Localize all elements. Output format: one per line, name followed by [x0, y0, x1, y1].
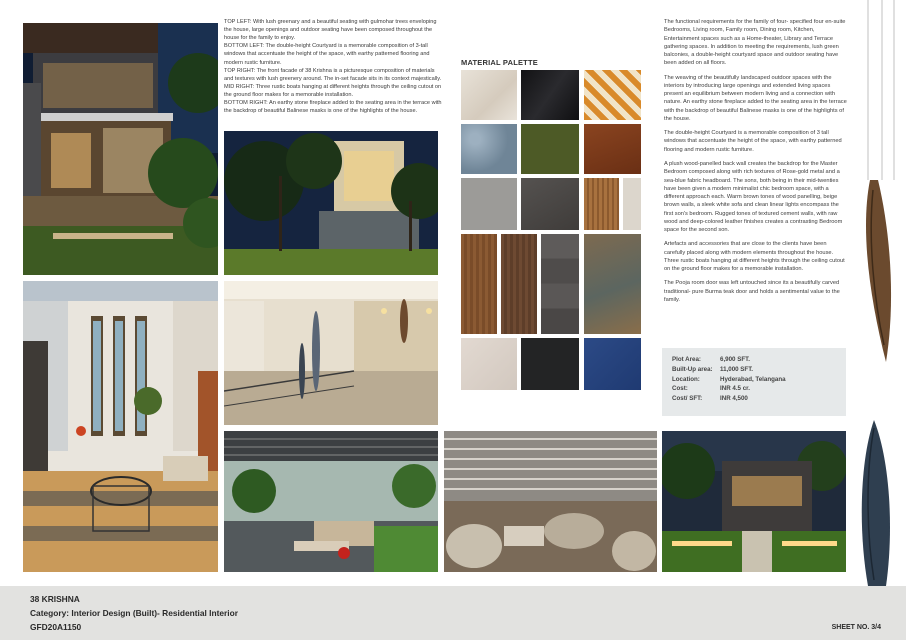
photo-courtyard: [23, 281, 218, 572]
description-paragraph: The Pooja room door was left untouched since its a beautifully carved traditional- pure Burma teak door and holds a sentimental value to the family.: [664, 280, 840, 303]
caption-top-left: TOP LEFT: With lush greenary and a beautiful seating with gulmohar trees enveloping the house, large openings and outdoor seating have been composed throughout the house for the family to enjoy.: [224, 19, 437, 42]
data-label: Plot Area:: [672, 356, 701, 363]
data-value: 11,000 SFT.: [720, 365, 754, 373]
photo-outdoor-seating: [444, 431, 657, 572]
swatch-leather: [584, 124, 641, 174]
swatch-tufted-fabric: [461, 124, 517, 174]
photo-terrace-fireplace: [662, 431, 846, 572]
description-paragraph: A plush wood-panelled back wall creates the backdrop for the Master Bedroom composed along with rich textures of Rose-gold metal and a sea-blue fabric headboard. The sons, both being in their mid-twenties have been given a modern minimalist chic bedroom space, with a different approach each. Warm brown tones of wood panelling, beige brown walls, a sleek white sofa and clean linear lights encompass the first son's bedroom. Rugged tones of textured cement walls, with raw wood and deep-colored leather finishes creates a contrasting Bedroom space for the second son.: [664, 160, 843, 234]
project-data-table: [662, 348, 846, 416]
data-row-location: [672, 376, 836, 386]
photo-boats-installation: [224, 281, 438, 425]
swatch-light-beige: [623, 178, 641, 230]
data-row-cost-per-sft: [672, 395, 836, 405]
caption-top-right: TOP RIGHT: The front facade of 38 Krishna is a picturesque composition of materials and textures with lush greenery around. The in-set facade sits in its context majestically.: [224, 67, 442, 82]
description-paragraph: Artefacts and accessories that are close to the clients have been carefully placed along with modern elements throughout the house. Three rustic boats hanging at different heights through the ceiling cutout on the ground floor makes for a memorable installation.: [664, 241, 845, 273]
project-code: GFD20A1150: [30, 622, 82, 632]
caption-mid-right: MID RIGHT: Three rustic boats hanging at different heights through the ceiling cutout on the ground floor makes for a memorable installation.: [224, 83, 442, 98]
data-label: Cost/ SFT:: [672, 395, 703, 403]
data-value: 6,900 SFT.: [720, 356, 750, 363]
description-paragraph: The functional requirements for the family of four- specified four en-suite Bedrooms, Living room, Family room, Dining room, Kitchen, Entertainment spaces such as a Home-theater, Library and Terrace gathering spaces. In addition to meeting the requirements, lush green balconies, a double-height courtyard space and outdoor seating have been added on all floors.: [664, 19, 846, 67]
sheet-footer: [0, 586, 906, 640]
swatch-slate-tile: [541, 234, 579, 334]
data-label: Location:: [672, 375, 700, 383]
caption-bottom-left: BOTTOM LEFT: The double-height Courtyard is a memorable composition of 3-tall windows that accentuate the height of the space, with earthy patterned flooring and modern rustic furniture.: [224, 43, 430, 66]
hanging-boat-decor-bottom: [856, 420, 896, 586]
swatch-wood-grain: [584, 178, 619, 230]
data-row-plot-area: [672, 356, 836, 366]
swatch-teak-panel: [501, 234, 537, 334]
caption-bottom-right: BOTTOM RIGHT: An earthy stone fireplace added to the seating area in the terrace with the backdrop of beautiful Balinese masks is one of the highlights of the house.: [224, 100, 442, 115]
swatch-pink-marble: [461, 338, 517, 390]
project-description: [664, 18, 848, 310]
swatch-dark-stone: [521, 178, 579, 230]
data-value: INR 4,500: [720, 395, 748, 403]
swatch-beige-marble: [461, 70, 517, 120]
swatch-black-marble: [521, 70, 579, 120]
swatch-patterned-tile: [584, 70, 641, 120]
hanging-boat-decor-top: [856, 0, 900, 370]
data-row-cost: [672, 385, 836, 395]
project-category: Category: Interior Design (Built)- Residential Interior: [30, 608, 239, 618]
sheet-number: SHEET NO. 3/4: [831, 624, 881, 631]
data-row-built-up: [672, 366, 836, 376]
photo-captions: [224, 18, 444, 115]
description-paragraph: The double-height Courtyard is a memorable composition of 3 tall windows that accentuate the height of the space, with earthy patterned flooring and modern rustic furniture.: [664, 130, 842, 153]
swatch-sea-blue-fabric: [584, 338, 641, 390]
data-value: INR 4.5 cr.: [720, 385, 750, 393]
data-label: Built-Up area:: [672, 365, 713, 373]
swatch-black-matte: [521, 338, 579, 390]
material-palette-title: MATERIAL PALETTE: [461, 58, 538, 67]
swatch-walnut-panel: [461, 234, 497, 334]
swatch-rustic-metal: [584, 234, 641, 334]
description-paragraph: The weaving of the beautifully landscaped outdoor spaces with the interiors by introducing large openings and extended living spaces present an equilibrium between modern living and a connection with nature. An earthy stone fireplace added to the seating area in the terrace with the backdrop of beautiful Balinese masks is one of the highlights of the house.: [664, 74, 847, 122]
data-label: Cost:: [672, 385, 688, 393]
photo-pergola-terrace: [224, 431, 438, 572]
data-value: Hyderabad, Telangana: [720, 375, 786, 383]
photo-exterior-dusk: [23, 23, 218, 275]
swatch-olive-fabric: [521, 124, 579, 174]
swatch-grey-concrete: [461, 178, 517, 230]
project-title: 38 KRISHNA: [30, 594, 80, 604]
photo-front-facade: [224, 131, 438, 275]
